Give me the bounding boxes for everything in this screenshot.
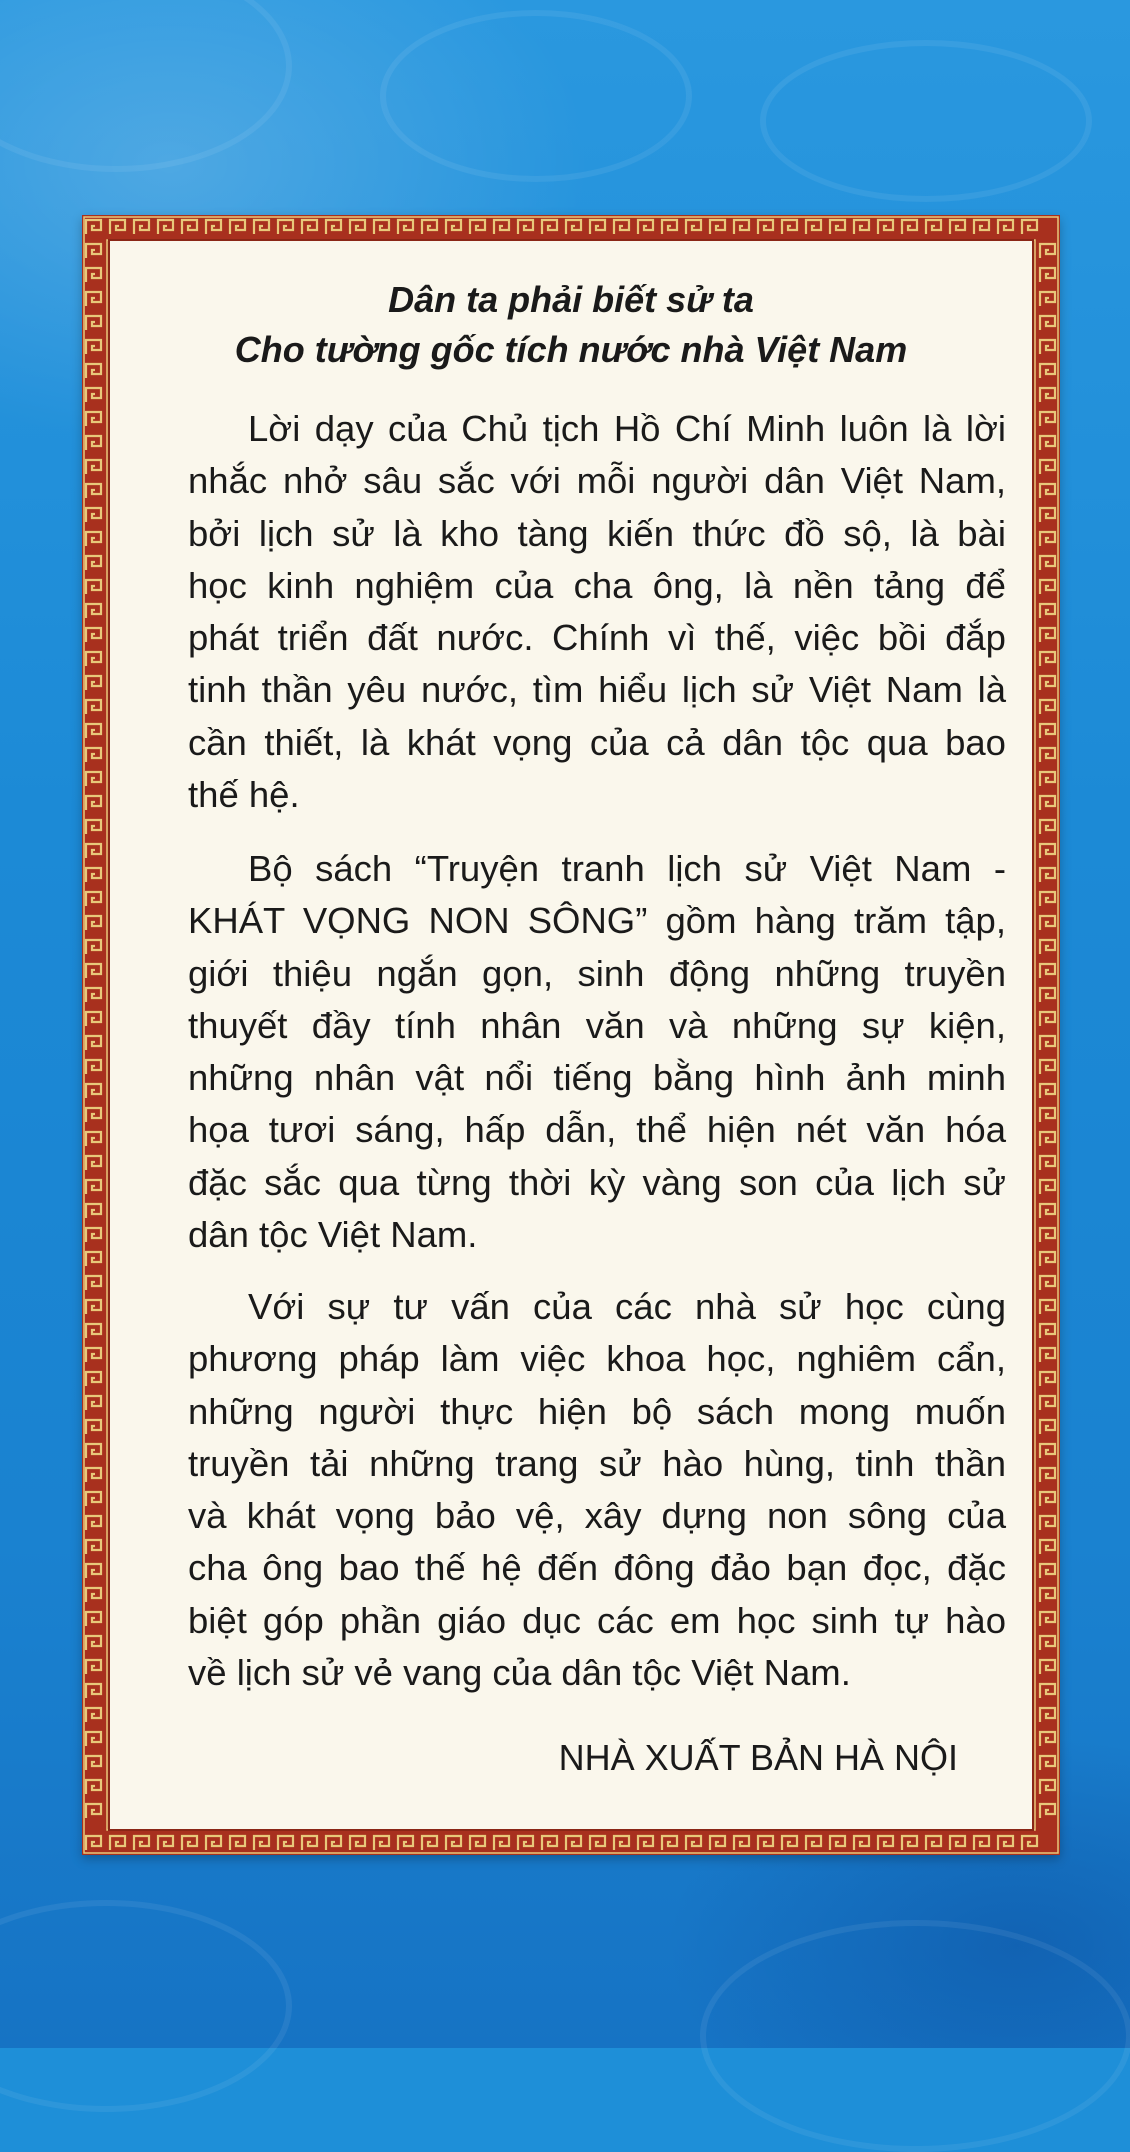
meander-motif bbox=[974, 220, 989, 234]
meander-motif bbox=[350, 1836, 365, 1850]
meander-motif bbox=[782, 1836, 797, 1850]
meander-motif bbox=[1040, 1228, 1055, 1242]
paragraph-line: giới thiệu ngắn gọn, sinh động những truyền bbox=[188, 952, 1006, 994]
meander-motif bbox=[686, 220, 701, 234]
meander-motif bbox=[1040, 1204, 1055, 1218]
meander-motif bbox=[1040, 1468, 1055, 1482]
meander-motif bbox=[1040, 508, 1055, 522]
meander-motif bbox=[998, 220, 1013, 234]
meander-motif bbox=[86, 748, 101, 762]
paragraph-line: tinh thần yêu nước, tìm hiểu lịch sử Việt Nam là bbox=[188, 669, 1006, 711]
meander-motif bbox=[86, 220, 101, 234]
meander-motif bbox=[86, 316, 101, 330]
meander-motif bbox=[86, 412, 101, 426]
meander-motif bbox=[1040, 1156, 1055, 1170]
meander-motif bbox=[1040, 1492, 1055, 1506]
meander-motif bbox=[446, 1836, 461, 1850]
meander-motif bbox=[86, 484, 101, 498]
meander-motif bbox=[1040, 268, 1055, 282]
meander-motif bbox=[86, 1612, 101, 1626]
meander-motif bbox=[86, 1012, 101, 1026]
meander-motif bbox=[86, 1180, 101, 1194]
paragraph-line: phương pháp làm việc khoa học, nghiêm cẩn, bbox=[188, 1338, 1006, 1380]
meander-motif bbox=[374, 220, 389, 234]
meander-motif bbox=[1040, 1636, 1055, 1650]
meander-motif bbox=[1040, 772, 1055, 786]
meander-motif bbox=[950, 220, 965, 234]
meander-motif bbox=[422, 1836, 437, 1850]
meander-motif bbox=[86, 892, 101, 906]
paragraph-line: nhắc nhở sâu sắc với mỗi người dân Việt Nam, bbox=[188, 460, 1006, 502]
paragraph-line: cha ông bao thế hệ đến đông đảo bạn đọc, đặc bbox=[188, 1547, 1006, 1589]
meander-motif bbox=[638, 220, 653, 234]
meander-motif bbox=[1040, 604, 1055, 618]
paragraph-line: họa tươi sáng, hấp dẫn, thể hiện nét văn hóa bbox=[188, 1109, 1006, 1151]
meander-motif bbox=[86, 676, 101, 690]
meander-motif bbox=[86, 700, 101, 714]
meander-motif bbox=[1040, 1588, 1055, 1602]
meander-motif bbox=[86, 1564, 101, 1578]
meander-motif bbox=[1040, 1108, 1055, 1122]
meander-motif bbox=[590, 220, 605, 234]
meander-motif bbox=[86, 292, 101, 306]
meander-motif bbox=[1040, 1564, 1055, 1578]
meander-motif bbox=[86, 772, 101, 786]
meander-motif bbox=[1040, 1732, 1055, 1746]
meander-motif bbox=[278, 220, 293, 234]
meander-motif bbox=[1040, 1444, 1055, 1458]
meander-motif bbox=[518, 220, 533, 234]
meander-motif bbox=[1040, 364, 1055, 378]
meander-motif bbox=[1040, 1516, 1055, 1530]
meander-motif bbox=[1040, 1324, 1055, 1338]
meander-motif bbox=[86, 1060, 101, 1074]
meander-motif bbox=[830, 1836, 845, 1850]
meander-motif bbox=[350, 220, 365, 234]
meander-motif bbox=[1040, 1804, 1055, 1818]
paragraph-line: học kinh nghiệm của cha ông, là nền tảng để bbox=[188, 564, 1006, 606]
meander-motif bbox=[158, 1836, 173, 1850]
paragraph-line: dân tộc Việt Nam. bbox=[188, 1214, 478, 1256]
meander-motif bbox=[1040, 1396, 1055, 1410]
meander-motif bbox=[1040, 1180, 1055, 1194]
meander-motif bbox=[758, 1836, 773, 1850]
meander-motif bbox=[86, 1636, 101, 1650]
meander-motif bbox=[398, 1836, 413, 1850]
verse-line-2: Cho tường gốc tích nước nhà Việt Nam bbox=[234, 329, 908, 370]
meander-motif bbox=[1040, 796, 1055, 810]
meander-motif bbox=[926, 1836, 941, 1850]
meander-motif bbox=[86, 964, 101, 978]
meander-motif bbox=[86, 1804, 101, 1818]
meander-motif bbox=[86, 508, 101, 522]
meander-motif bbox=[86, 1756, 101, 1770]
meander-motif bbox=[1040, 676, 1055, 690]
meander-motif bbox=[1040, 1036, 1055, 1050]
meander-motif bbox=[86, 1588, 101, 1602]
meander-motif bbox=[86, 844, 101, 858]
meander-motif bbox=[1040, 244, 1055, 258]
meander-motif bbox=[494, 1836, 509, 1850]
meander-motif bbox=[86, 1420, 101, 1434]
meander-motif bbox=[974, 1836, 989, 1850]
meander-motif bbox=[1040, 700, 1055, 714]
meander-motif bbox=[86, 1372, 101, 1386]
meander-motif bbox=[854, 220, 869, 234]
meander-motif bbox=[1040, 1252, 1055, 1266]
decorative-cloud bbox=[760, 40, 1092, 202]
meander-motif bbox=[86, 1732, 101, 1746]
decorative-cloud bbox=[0, 0, 292, 172]
paragraph-line: thuyết đầy tính nhân văn và những sự kiện, bbox=[188, 1004, 1006, 1046]
meander-motif bbox=[1040, 316, 1055, 330]
meander-motif bbox=[950, 1836, 965, 1850]
meander-motif bbox=[998, 1836, 1013, 1850]
meander-motif bbox=[1040, 1132, 1055, 1146]
meander-motif bbox=[86, 1468, 101, 1482]
meander-motif bbox=[134, 1836, 149, 1850]
meander-motif bbox=[830, 220, 845, 234]
paragraph-2 bbox=[188, 843, 1006, 1261]
meander-motif bbox=[86, 1276, 101, 1290]
meander-motif bbox=[86, 1540, 101, 1554]
meander-motif bbox=[1040, 412, 1055, 426]
paragraph-line: Bộ sách “Truyện tranh lịch sử Việt Nam - bbox=[248, 848, 1006, 889]
paragraph-line: những nhân vật nổi tiếng bằng hình ảnh minh bbox=[188, 1057, 1006, 1099]
text-panel bbox=[108, 239, 1034, 1831]
meander-motif bbox=[1040, 988, 1055, 1002]
meander-motif bbox=[86, 1108, 101, 1122]
meander-motif bbox=[1040, 820, 1055, 834]
paragraph-line: Lời dạy của Chủ tịch Hồ Chí Minh luôn là lời bbox=[248, 408, 1006, 449]
meander-motif bbox=[110, 220, 125, 234]
meander-motif bbox=[1040, 724, 1055, 738]
meander-motif bbox=[398, 220, 413, 234]
meander-motif bbox=[614, 1836, 629, 1850]
meander-motif bbox=[86, 988, 101, 1002]
meander-motif bbox=[1040, 628, 1055, 642]
meander-motif bbox=[86, 244, 101, 258]
paragraph-line: thế hệ. bbox=[188, 774, 300, 816]
meander-motif bbox=[86, 268, 101, 282]
meander-motif bbox=[878, 220, 893, 234]
meander-motif bbox=[326, 1836, 341, 1850]
meander-motif bbox=[1040, 940, 1055, 954]
meander-motif bbox=[86, 1444, 101, 1458]
meander-motif bbox=[1040, 436, 1055, 450]
meander-motif bbox=[230, 1836, 245, 1850]
meander-motif bbox=[854, 1836, 869, 1850]
meander-motif bbox=[86, 1660, 101, 1674]
meander-motif bbox=[1040, 1348, 1055, 1362]
meander-motif bbox=[686, 1836, 701, 1850]
meander-motif bbox=[1040, 1372, 1055, 1386]
meander-motif bbox=[566, 1836, 581, 1850]
meander-motif bbox=[86, 1228, 101, 1242]
paragraph-line: biệt góp phần giáo dục các em học sinh tự hào bbox=[188, 1599, 1006, 1641]
meander-motif bbox=[182, 1836, 197, 1850]
meander-motif bbox=[1022, 1836, 1037, 1850]
meander-motif bbox=[710, 1836, 725, 1850]
meander-motif bbox=[86, 1836, 101, 1850]
paragraph-line: đặc sắc qua từng thời kỳ vàng son của lịch sử bbox=[188, 1161, 1006, 1203]
meander-motif bbox=[302, 220, 317, 234]
meander-motif bbox=[254, 1836, 269, 1850]
meander-motif bbox=[110, 1836, 125, 1850]
meander-motif bbox=[902, 220, 917, 234]
meander-motif bbox=[542, 1836, 557, 1850]
meander-motif bbox=[1040, 1420, 1055, 1434]
meander-motif bbox=[662, 1836, 677, 1850]
meander-motif bbox=[1040, 1300, 1055, 1314]
meander-motif bbox=[134, 220, 149, 234]
meander-motif bbox=[86, 628, 101, 642]
meander-motif bbox=[1040, 844, 1055, 858]
meander-motif bbox=[86, 388, 101, 402]
meander-motif bbox=[566, 220, 581, 234]
meander-motif bbox=[86, 1156, 101, 1170]
meander-motif bbox=[1040, 1060, 1055, 1074]
meander-motif bbox=[86, 868, 101, 882]
decorative-cloud bbox=[700, 1920, 1130, 2152]
meander-motif bbox=[86, 460, 101, 474]
meander-motif bbox=[926, 220, 941, 234]
paragraph-line: cần thiết, là khát vọng của cả dân tộc qua bao bbox=[188, 721, 1006, 763]
meander-motif bbox=[1040, 1540, 1055, 1554]
meander-motif bbox=[902, 1836, 917, 1850]
meander-motif bbox=[1022, 220, 1037, 234]
meander-motif bbox=[1040, 1276, 1055, 1290]
meander-motif bbox=[86, 1300, 101, 1314]
meander-motif bbox=[1040, 556, 1055, 570]
meander-motif bbox=[86, 652, 101, 666]
meander-motif bbox=[1040, 916, 1055, 930]
meander-motif bbox=[662, 220, 677, 234]
meander-motif bbox=[86, 916, 101, 930]
meander-motif bbox=[86, 1132, 101, 1146]
meander-motif bbox=[590, 1836, 605, 1850]
meander-motif bbox=[86, 940, 101, 954]
paragraph-line: những người thực hiện bộ sách mong muốn bbox=[188, 1390, 1006, 1432]
meander-motif bbox=[86, 364, 101, 378]
meander-motif bbox=[86, 556, 101, 570]
meander-motif bbox=[806, 220, 821, 234]
meander-motif bbox=[1040, 892, 1055, 906]
meander-motif bbox=[254, 220, 269, 234]
meander-motif bbox=[1040, 1084, 1055, 1098]
meander-motif bbox=[182, 220, 197, 234]
meander-motif bbox=[494, 220, 509, 234]
paragraph-3 bbox=[188, 1281, 1006, 1699]
meander-motif bbox=[86, 532, 101, 546]
meander-motif bbox=[86, 604, 101, 618]
decorative-cloud bbox=[380, 10, 692, 182]
verse-heading bbox=[108, 275, 1034, 375]
meander-motif bbox=[86, 796, 101, 810]
meander-motif bbox=[782, 220, 797, 234]
meander-motif bbox=[86, 436, 101, 450]
meander-motif bbox=[86, 340, 101, 354]
meander-motif bbox=[1040, 1660, 1055, 1674]
meander-motif bbox=[86, 1252, 101, 1266]
meander-motif bbox=[734, 220, 749, 234]
meander-motif bbox=[86, 1324, 101, 1338]
meander-motif bbox=[206, 1836, 221, 1850]
meander-motif bbox=[734, 1836, 749, 1850]
meander-motif bbox=[86, 1780, 101, 1794]
paragraph-line: KHÁT VỌNG NON SÔNG” gồm hàng trăm tập, bbox=[188, 900, 1006, 942]
meander-motif bbox=[1040, 292, 1055, 306]
meander-motif bbox=[206, 220, 221, 234]
meander-motif bbox=[470, 1836, 485, 1850]
meander-motif bbox=[374, 1836, 389, 1850]
meander-motif bbox=[878, 1836, 893, 1850]
meander-motif bbox=[86, 1684, 101, 1698]
paragraph-line: bởi lịch sử là kho tàng kiến thức đồ sộ, là bài bbox=[188, 512, 1006, 554]
meander-motif bbox=[1040, 1012, 1055, 1026]
meander-motif bbox=[1040, 748, 1055, 762]
meander-motif bbox=[446, 220, 461, 234]
meander-motif bbox=[86, 1492, 101, 1506]
meander-motif bbox=[86, 1516, 101, 1530]
meander-motif bbox=[1040, 580, 1055, 594]
meander-motif bbox=[86, 580, 101, 594]
meander-motif bbox=[1040, 1612, 1055, 1626]
meander-motif bbox=[1040, 460, 1055, 474]
meander-motif bbox=[758, 220, 773, 234]
meander-motif bbox=[1040, 1684, 1055, 1698]
meander-motif bbox=[326, 220, 341, 234]
meander-motif bbox=[302, 1836, 317, 1850]
meander-motif bbox=[86, 820, 101, 834]
paragraph-line: truyền tải những trang sử hào hùng, tinh thần bbox=[188, 1442, 1006, 1484]
meander-motif bbox=[86, 1708, 101, 1722]
meander-motif bbox=[806, 1836, 821, 1850]
meander-motif bbox=[518, 1836, 533, 1850]
paragraph-line: về lịch sử vẻ vang của dân tộc Việt Nam. bbox=[188, 1652, 851, 1694]
meander-motif bbox=[1040, 1756, 1055, 1770]
meander-motif bbox=[1040, 868, 1055, 882]
meander-motif bbox=[1040, 484, 1055, 498]
meander-motif bbox=[158, 220, 173, 234]
meander-motif bbox=[710, 220, 725, 234]
meander-motif bbox=[1040, 1780, 1055, 1794]
paragraph-1 bbox=[188, 403, 1006, 821]
meander-motif bbox=[1040, 652, 1055, 666]
meander-motif bbox=[86, 1036, 101, 1050]
meander-motif bbox=[1040, 964, 1055, 978]
meander-motif bbox=[614, 220, 629, 234]
meander-motif bbox=[1040, 340, 1055, 354]
decorative-cloud bbox=[0, 1900, 292, 2112]
paragraph-line: và khát vọng bảo vệ, xây dựng non sông của bbox=[188, 1495, 1006, 1537]
ornamental-frame bbox=[82, 215, 1060, 1855]
meander-motif bbox=[1040, 532, 1055, 546]
meander-motif bbox=[638, 1836, 653, 1850]
meander-motif bbox=[86, 724, 101, 738]
meander-motif bbox=[1040, 1708, 1055, 1722]
verse-line-1: Dân ta phải biết sử ta bbox=[388, 279, 754, 320]
publisher-name: NHÀ XUẤT BẢN HÀ NỘI bbox=[558, 1737, 958, 1778]
meander-motif bbox=[86, 1396, 101, 1410]
meander-motif bbox=[230, 220, 245, 234]
paragraph-line: phát triển đất nước. Chính vì thế, việc bồi đắp bbox=[188, 617, 1006, 659]
paragraph-line: Với sự tư vấn của các nhà sử học cùng bbox=[248, 1286, 1006, 1327]
meander-motif bbox=[1040, 388, 1055, 402]
meander-motif bbox=[86, 1084, 101, 1098]
meander-motif bbox=[470, 220, 485, 234]
meander-motif bbox=[86, 1348, 101, 1362]
meander-motif bbox=[278, 1836, 293, 1850]
meander-motif bbox=[542, 220, 557, 234]
meander-motif bbox=[422, 220, 437, 234]
meander-motif bbox=[86, 1204, 101, 1218]
